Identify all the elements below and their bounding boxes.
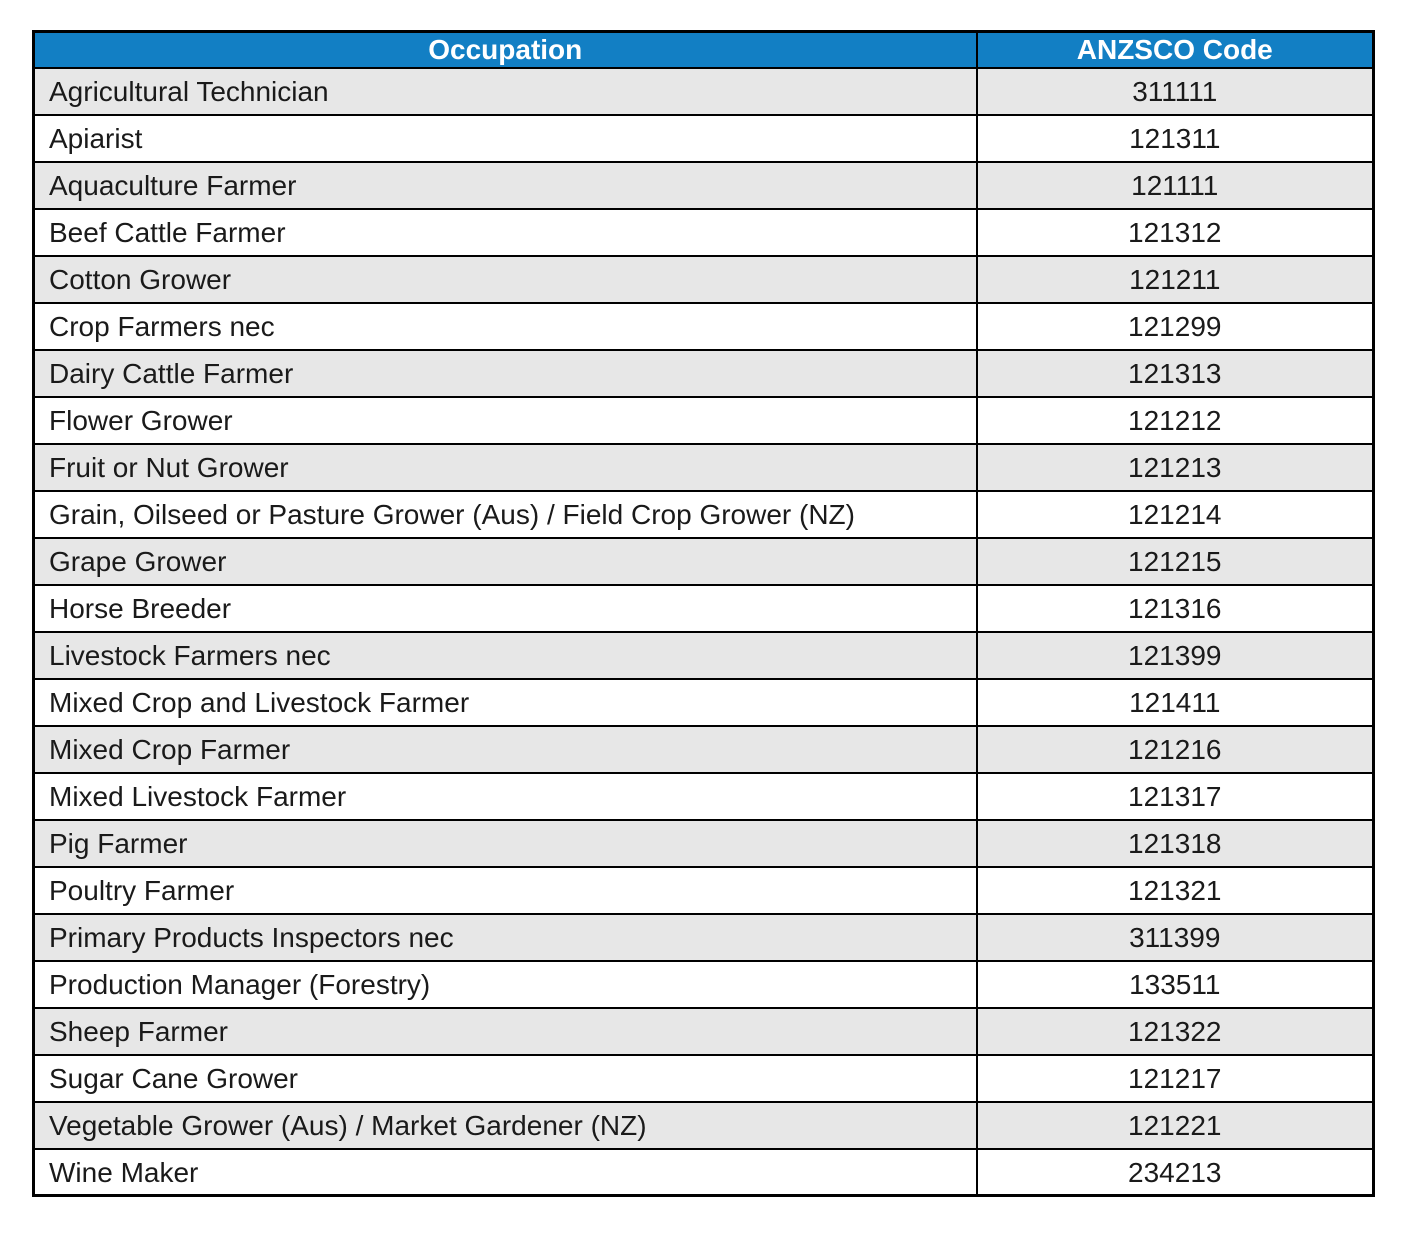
table-row <box>34 538 1374 585</box>
occupation-cell: Flower Grower <box>34 397 977 444</box>
table-row <box>34 679 1374 726</box>
occupation-cell: Mixed Crop and Livestock Farmer <box>34 679 977 726</box>
table-row <box>34 209 1374 256</box>
occupation-cell: Sheep Farmer <box>34 1008 977 1055</box>
table-row <box>34 820 1374 867</box>
occupation-cell: Horse Breeder <box>34 585 977 632</box>
table-row <box>34 1055 1374 1102</box>
occupation-cell: Grape Grower <box>34 538 977 585</box>
occupation-cell: Fruit or Nut Grower <box>34 444 977 491</box>
anzsco-occupation-table <box>32 30 1375 1197</box>
anzsco-code-cell: 121322 <box>977 1008 1374 1055</box>
occupation-cell: Dairy Cattle Farmer <box>34 350 977 397</box>
anzsco-code-cell: 121111 <box>977 162 1374 209</box>
occupation-cell: Livestock Farmers nec <box>34 632 977 679</box>
table-row <box>34 350 1374 397</box>
occupation-cell: Mixed Livestock Farmer <box>34 773 977 820</box>
anzsco-code-cell: 121213 <box>977 444 1374 491</box>
table-row <box>34 1149 1374 1196</box>
occupation-cell: Beef Cattle Farmer <box>34 209 977 256</box>
occupation-cell: Primary Products Inspectors nec <box>34 914 977 961</box>
occupation-cell: Mixed Crop Farmer <box>34 726 977 773</box>
anzsco-code-cell: 121316 <box>977 585 1374 632</box>
occupation-cell: Pig Farmer <box>34 820 977 867</box>
column-header-anzsco-code: ANZSCO Code <box>977 32 1374 68</box>
table-row <box>34 773 1374 820</box>
anzsco-code-cell: 311399 <box>977 914 1374 961</box>
table-row <box>34 444 1374 491</box>
anzsco-code-cell: 121299 <box>977 303 1374 350</box>
table-row <box>34 397 1374 444</box>
occupation-cell: Crop Farmers nec <box>34 303 977 350</box>
header-row <box>34 32 1374 68</box>
occupation-cell: Sugar Cane Grower <box>34 1055 977 1102</box>
anzsco-code-cell: 121217 <box>977 1055 1374 1102</box>
anzsco-code-cell: 121211 <box>977 256 1374 303</box>
table-row <box>34 914 1374 961</box>
occupation-cell: Wine Maker <box>34 1149 977 1196</box>
table-row <box>34 303 1374 350</box>
anzsco-code-cell: 121399 <box>977 632 1374 679</box>
anzsco-code-cell: 234213 <box>977 1149 1374 1196</box>
anzsco-code-cell: 121221 <box>977 1102 1374 1149</box>
table-row <box>34 256 1374 303</box>
column-header-occupation: Occupation <box>34 32 977 68</box>
anzsco-code-cell: 121311 <box>977 115 1374 162</box>
anzsco-code-cell: 121411 <box>977 679 1374 726</box>
occupation-cell: Poultry Farmer <box>34 867 977 914</box>
table-row <box>34 632 1374 679</box>
anzsco-code-cell: 121214 <box>977 491 1374 538</box>
occupation-cell: Grain, Oilseed or Pasture Grower (Aus) / Field Crop Grower (NZ) <box>34 491 977 538</box>
table-row <box>34 585 1374 632</box>
anzsco-code-cell: 121215 <box>977 538 1374 585</box>
anzsco-code-cell: 121312 <box>977 209 1374 256</box>
occupation-cell: Production Manager (Forestry) <box>34 961 977 1008</box>
table-row <box>34 1008 1374 1055</box>
table-row <box>34 115 1374 162</box>
anzsco-code-cell: 121321 <box>977 867 1374 914</box>
table-row <box>34 867 1374 914</box>
anzsco-code-cell: 121318 <box>977 820 1374 867</box>
table-row <box>34 68 1374 115</box>
occupation-cell: Aquaculture Farmer <box>34 162 977 209</box>
anzsco-code-cell: 121317 <box>977 773 1374 820</box>
table-row <box>34 491 1374 538</box>
anzsco-code-cell: 121313 <box>977 350 1374 397</box>
occupation-cell: Apiarist <box>34 115 977 162</box>
anzsco-code-cell: 311111 <box>977 68 1374 115</box>
table-body <box>34 68 1374 1196</box>
occupation-cell: Agricultural Technician <box>34 68 977 115</box>
occupation-cell: Cotton Grower <box>34 256 977 303</box>
table-row <box>34 961 1374 1008</box>
occupation-cell: Vegetable Grower (Aus) / Market Gardener (NZ) <box>34 1102 977 1149</box>
anzsco-code-cell: 121212 <box>977 397 1374 444</box>
table-row <box>34 1102 1374 1149</box>
anzsco-code-cell: 133511 <box>977 961 1374 1008</box>
table-header <box>34 32 1374 68</box>
anzsco-code-cell: 121216 <box>977 726 1374 773</box>
table-row <box>34 162 1374 209</box>
table-row <box>34 726 1374 773</box>
